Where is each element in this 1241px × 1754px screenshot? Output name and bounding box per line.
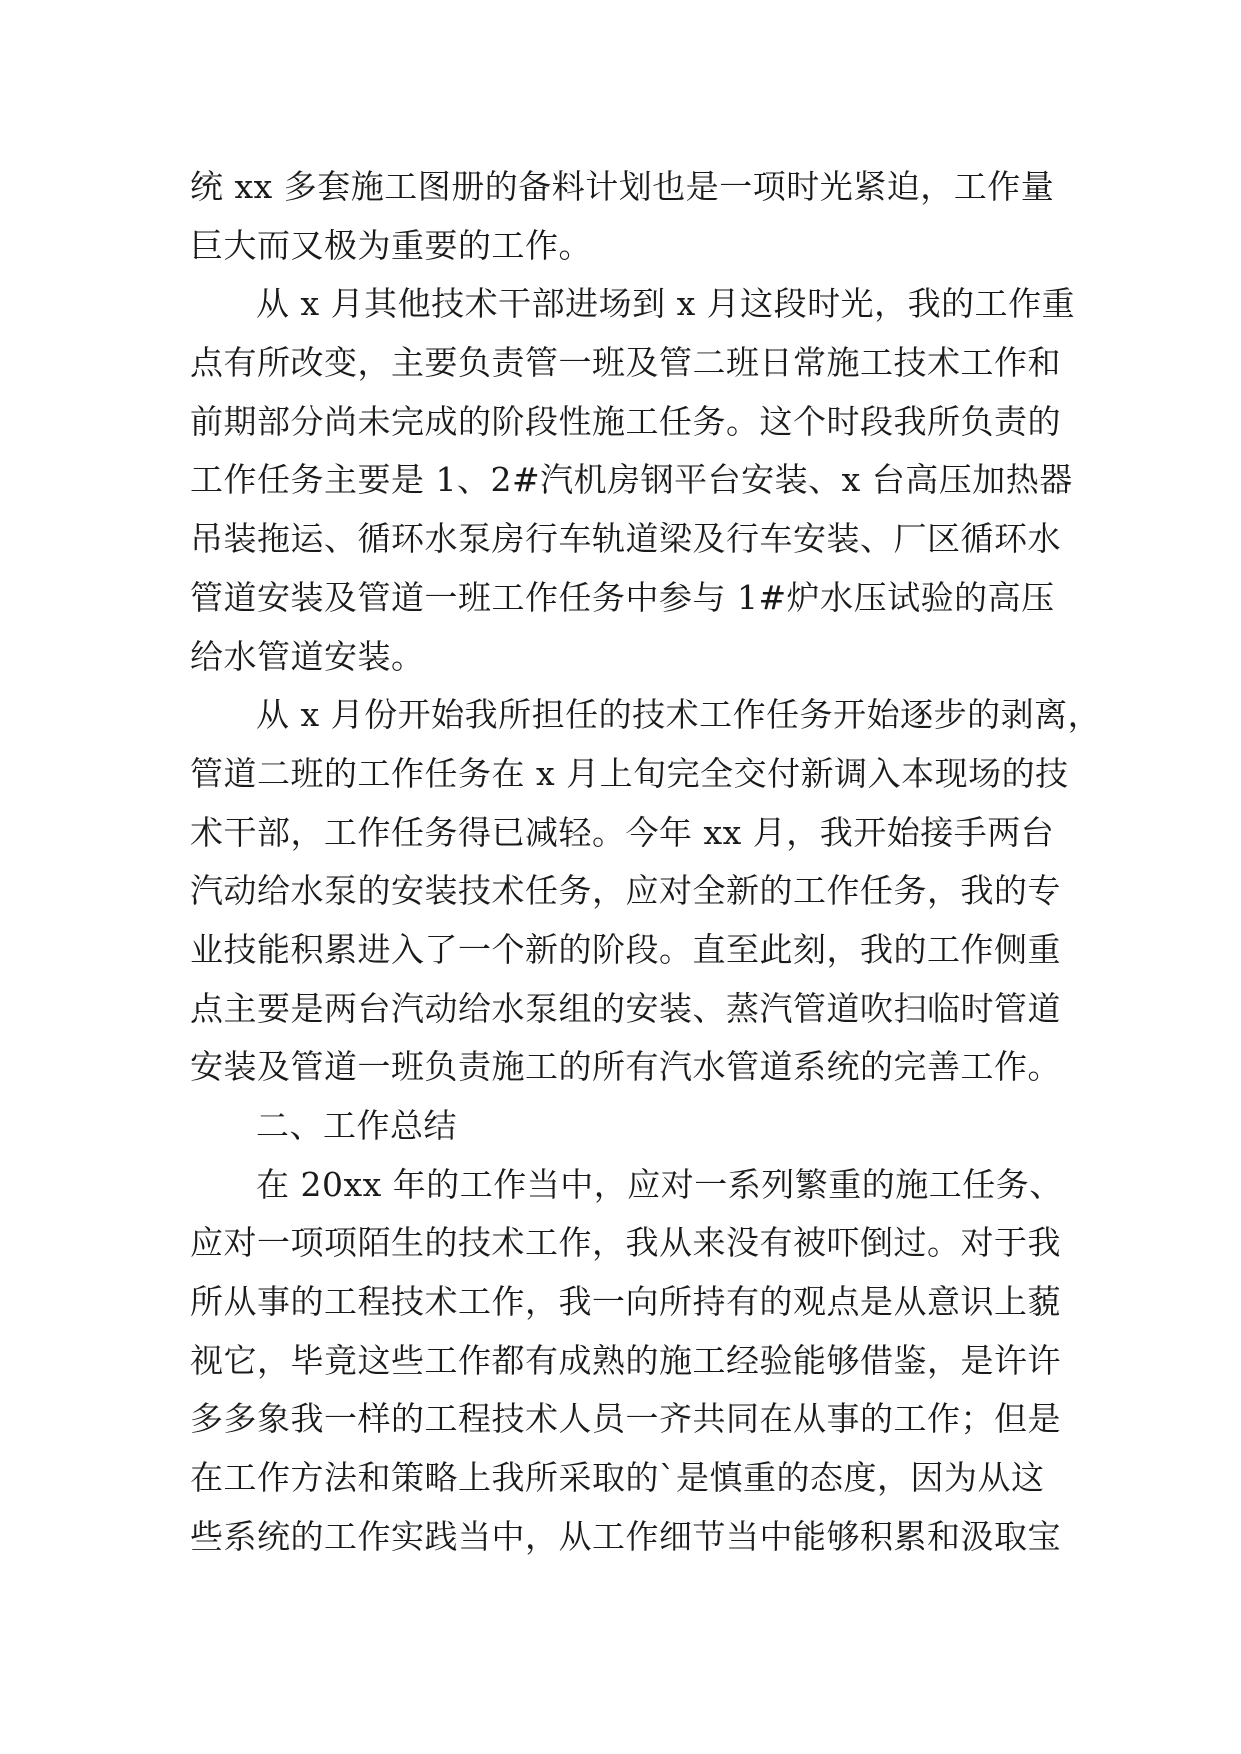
text-line: 视它，毕竟这些工作都有成熟的施工经验能够借鉴，是许许 [190, 1340, 1061, 1380]
text-line: 前期部分尚未完成的阶段性施工任务。这个时段我所负责的 [190, 401, 1061, 441]
text-line: 从 x 月其他技术干部进场到 x 月这段时光，我的工作重 [256, 284, 1076, 324]
text-line: 安装及管道一班负责施工的所有汽水管道系统的完善工作。 [190, 1047, 1061, 1087]
text-line: 业技能积累进入了一个新的阶段。直至此刻，我的工作侧重 [190, 929, 1061, 969]
text-line: 在 20xx 年的工作当中，应对一系列繁重的施工任务、 [256, 1164, 1063, 1204]
text-line: 多多象我一样的工程技术人员一齐共同在从事的工作；但是 [190, 1399, 1061, 1439]
text-line: 工作任务主要是 1、2#汽机房钢平台安装、x 台高压加热器 [190, 460, 1073, 500]
text-line: 术干部，工作任务得已减轻。今年 xx 月，我开始接手两台 [190, 812, 1055, 852]
section-heading: 二、工作总结 [256, 1106, 457, 1145]
text-line: 管道安装及管道一班工作任务中参与 1#炉水压试验的高压 [190, 577, 1055, 617]
text-line: 吊装拖运、循环水泵房行车轨道梁及行车安装、厂区循环水 [190, 519, 1061, 559]
text-line: 从 x 月份开始我所担任的技术工作任务开始逐步的剥离， [256, 695, 1102, 735]
text-line: 巨大而又极为重要的工作。 [190, 225, 592, 265]
text-line: 些系统的工作实践当中，从工作细节当中能够积累和汲取宝 [190, 1516, 1061, 1556]
body-text [190, 158, 1102, 1567]
text-line: 点有所改变，主要负责管一班及管二班日常施工技术工作和 [190, 343, 1061, 383]
text-line: 应对一项项陌生的技术工作，我从来没有被吓倒过。对于我 [190, 1223, 1061, 1263]
text-line: 管道二班的工作任务在 x 月上旬完全交付新调入本现场的技 [190, 753, 1069, 793]
text-line: 点主要是两台汽动给水泵组的安装、蒸汽管道吹扫临时管道 [190, 988, 1061, 1028]
text-line: 汽动给水泵的安装技术任务，应对全新的工作任务，我的专 [190, 871, 1061, 911]
text-line: 在工作方法和策略上我所采取的`是慎重的态度，因为从这 [190, 1458, 1045, 1498]
text-line: 统 xx 多套施工图册的备料计划也是一项时光紧迫，工作量 [190, 167, 1055, 206]
text-line: 给水管道安装。 [190, 636, 425, 676]
text-line: 所从事的工程技术工作，我一向所持有的观点是从意识上藐 [190, 1282, 1061, 1322]
